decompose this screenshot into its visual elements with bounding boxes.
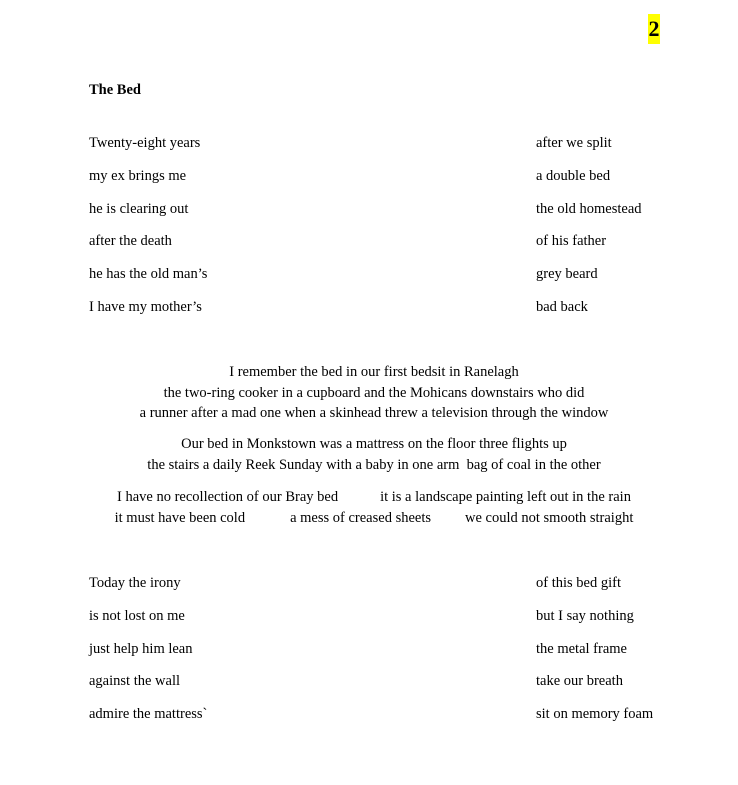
poem-line [89, 672, 689, 705]
poem-line [89, 574, 689, 607]
poem-line: a runner after a mad one when a skinhead threw a television through the window [139, 405, 609, 421]
line-left: Today the irony [89, 575, 181, 591]
stanza-2 [0, 362, 738, 424]
poem-line: Our bed in Monkstown was a mattress on the floor three flights up [181, 436, 567, 452]
poem-line [89, 298, 689, 331]
poem-line: the two-ring cooker in a cupboard and the Mohicans downstairs who did [163, 384, 585, 401]
line-right: grey beard [536, 266, 598, 283]
poem-line [89, 640, 689, 673]
poem-line [89, 265, 689, 298]
line-right: a double bed [536, 167, 611, 184]
line-right: of this bed gift [536, 575, 621, 591]
line-left: he is clearing out [89, 200, 189, 217]
line-right: but I say nothing [536, 607, 634, 624]
line-right: bad back [536, 298, 588, 315]
line-left: against the wall [89, 673, 181, 690]
poem-line [89, 200, 689, 233]
stanza-1 [89, 134, 689, 331]
line-segment: I have no recollection of our Bray bed [117, 489, 339, 505]
line-segment: a mess of creased sheets [290, 509, 432, 526]
line-segment: we could not smooth straight [465, 509, 634, 526]
stanza-3 [0, 434, 738, 475]
poem-line: the stairs a daily Reek Sunday with a baby in one arm bag of coal in the other [147, 456, 601, 473]
line-left: he has the old man’s [89, 266, 208, 283]
line-left: my ex brings me [89, 167, 187, 184]
stanza-4 [0, 487, 738, 528]
line-left: I have my mother’s [89, 298, 202, 315]
poem-line [0, 508, 738, 529]
poem-line [89, 705, 689, 738]
line-segment: it is a landscape painting left out in the rain [380, 489, 631, 505]
line-left: Twenty-eight years [89, 135, 201, 151]
line-left: after the death [89, 233, 172, 250]
line-left: admire the mattress` [89, 706, 208, 723]
line-right: the metal frame [536, 640, 627, 657]
stanza-5 [89, 574, 689, 738]
line-right: after we split [536, 135, 612, 151]
poem-line [89, 134, 689, 167]
poem-title: The Bed [89, 82, 141, 98]
line-right: of his father [536, 233, 607, 250]
poem-line: I remember the bed in our first bedsit in Ranelagh [229, 364, 519, 380]
poem-line [89, 607, 689, 640]
line-right: sit on memory foam [536, 706, 654, 723]
poem-line [0, 487, 738, 508]
line-right: the old homestead [536, 200, 642, 217]
page-number: 2 [648, 14, 660, 44]
poem-line [89, 232, 689, 265]
poem-line [89, 167, 689, 200]
line-right: take our breath [536, 673, 623, 690]
line-left: is not lost on me [89, 607, 185, 624]
line-left: just help him lean [89, 640, 193, 657]
line-segment: it must have been cold [114, 509, 246, 526]
